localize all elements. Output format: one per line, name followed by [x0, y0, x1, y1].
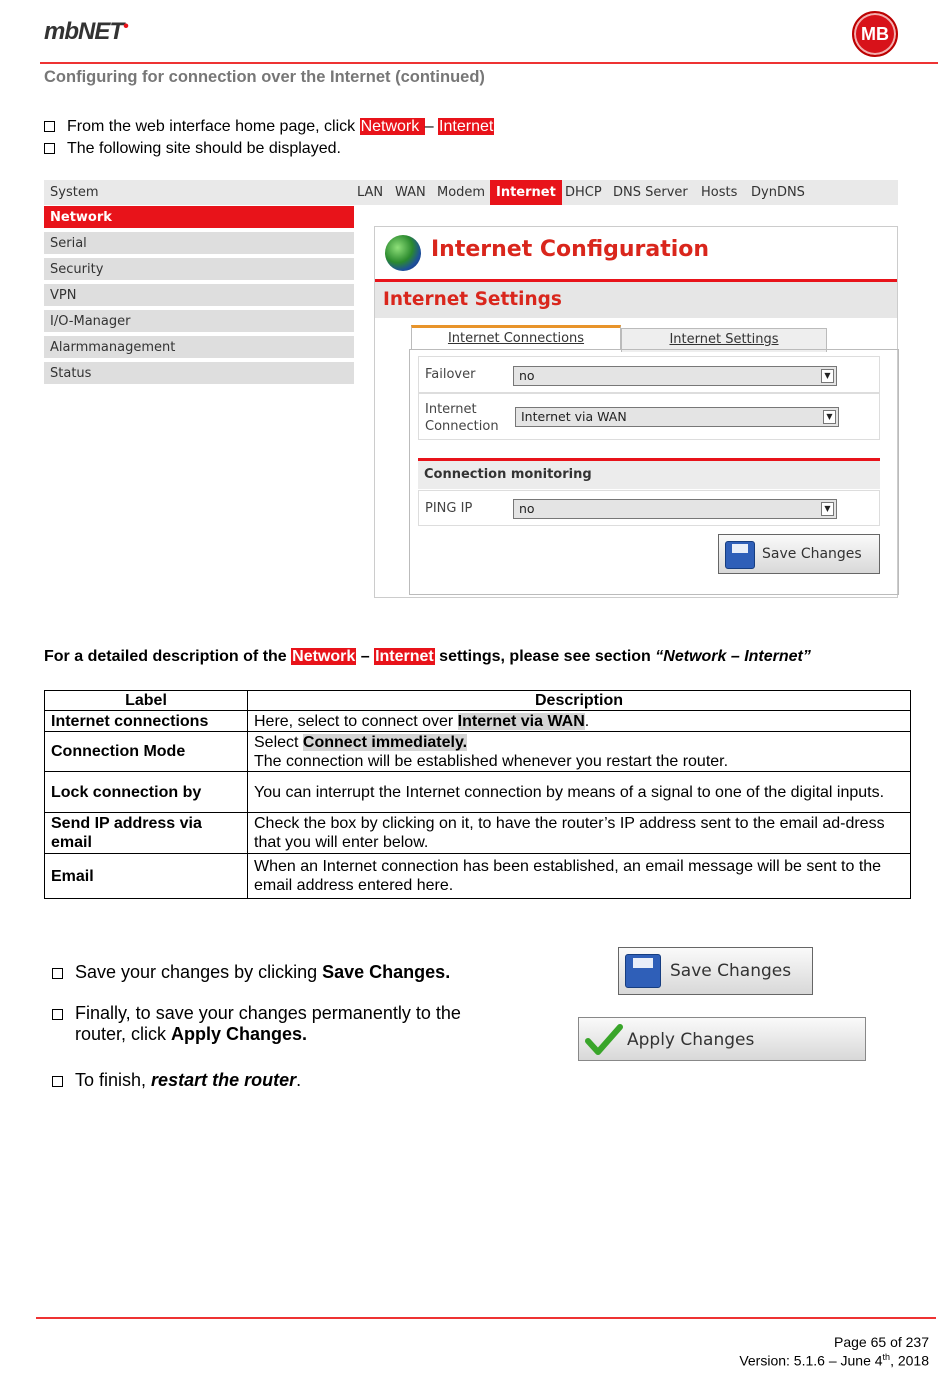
- sidebar-item-security[interactable]: Security: [44, 258, 354, 282]
- tab-modem[interactable]: Modem: [437, 185, 486, 200]
- table-cell-description: Check the box by clicking on it, to have the router’s IP address sent to the email ad-dress that you will enter below.: [248, 813, 911, 854]
- dropdown-arrow-icon: ▼: [821, 369, 834, 383]
- page-number: Page 65 of 237: [834, 1334, 929, 1350]
- failover-select[interactable]: no ▼: [513, 366, 837, 386]
- failover-label: Failover: [425, 367, 476, 382]
- ping-ip-label: PING IP: [425, 501, 473, 516]
- footer-divider: [36, 1317, 936, 1319]
- table-cell-description: Here, select to connect over Internet via WAN.: [248, 711, 911, 732]
- table-header-row: [45, 691, 911, 711]
- table-cell-label: Email: [45, 854, 248, 899]
- dropdown-arrow-icon: ▼: [821, 502, 834, 516]
- page-subtitle: Configuring for connection over the Internet (continued): [44, 68, 485, 86]
- internet-connection-label: Internet Connection: [425, 402, 499, 434]
- checkbox-bullet-icon: [44, 143, 55, 154]
- sidebar-item-status[interactable]: Status: [44, 362, 354, 386]
- connection-monitoring-header: Connection monitoring: [418, 461, 880, 489]
- mb-badge-logo: MB: [852, 11, 898, 57]
- save-changes-button-image[interactable]: Save Changes: [618, 947, 813, 995]
- tab-dhcp[interactable]: DHCP: [565, 185, 602, 200]
- tab-dyndns[interactable]: DynDNS: [751, 185, 805, 200]
- internet-link[interactable]: Internet: [375, 648, 434, 665]
- internet-connection-select[interactable]: Internet via WAN ▼: [515, 407, 839, 427]
- internet-connection-row: [418, 393, 880, 440]
- apply-changes-button-image[interactable]: Apply Changes: [578, 1017, 866, 1061]
- tab-wan[interactable]: WAN: [395, 185, 426, 200]
- table-cell-label: Lock connection by: [45, 772, 248, 813]
- step-finish: To finish, restart the router.: [52, 1070, 301, 1091]
- network-link[interactable]: Network: [360, 118, 424, 135]
- network-link[interactable]: Network: [292, 648, 356, 665]
- connections-form: [409, 349, 899, 595]
- tab-internet-connections[interactable]: Internet Connections: [411, 325, 621, 349]
- table-header: Description: [248, 691, 911, 711]
- settings-table: [44, 690, 911, 899]
- mbnet-logo: mbNET•: [44, 18, 128, 45]
- table-cell-label: Internet connections: [45, 711, 248, 732]
- table-cell-label: Connection Mode: [45, 732, 248, 772]
- checkbox-bullet-icon: [52, 1009, 63, 1020]
- intro-step-2: The following site should be displayed.: [44, 140, 341, 158]
- tab-hosts[interactable]: Hosts: [701, 185, 738, 200]
- table-row: [45, 772, 911, 813]
- table-row: [45, 854, 911, 899]
- failover-row: [418, 356, 880, 393]
- ping-ip-select[interactable]: no ▼: [513, 499, 837, 519]
- tab-internet[interactable]: Internet: [490, 180, 562, 205]
- globe-icon: [385, 235, 421, 271]
- checkbox-bullet-icon: [44, 121, 55, 132]
- section-reference: For a detailed description of the Network – Internet settings, please see section “Network – Internet”: [44, 648, 811, 665]
- ping-ip-row: [418, 490, 880, 526]
- table-row: [45, 711, 911, 732]
- tab-dns-server[interactable]: DNS Server: [613, 185, 688, 200]
- intro-step-1: From the web interface home page, click Network – Internet: [44, 118, 494, 136]
- settings-title: Internet Settings: [383, 289, 562, 310]
- step-apply: Finally, to save your changes permanently to the router, click Apply Changes.: [52, 1003, 461, 1045]
- panel-title: Internet Configuration: [431, 237, 710, 262]
- sidebar-item-alarmmanagement[interactable]: Alarmmanagement: [44, 336, 354, 360]
- checkmark-icon: [585, 1022, 623, 1058]
- header-divider: [40, 62, 938, 64]
- tab-lan[interactable]: LAN: [357, 185, 384, 200]
- section-name: “Network – Internet”: [655, 648, 811, 665]
- floppy-disk-icon: [725, 541, 755, 569]
- table-cell-description: When an Internet connection has been established, an email message will be sent to the email address entered here.: [248, 854, 911, 899]
- checkbox-bullet-icon: [52, 968, 63, 979]
- sidebar-item-network[interactable]: Network: [44, 206, 354, 230]
- table-header: Label: [45, 691, 248, 711]
- floppy-disk-icon: [625, 954, 661, 988]
- version-info: Version: 5.1.6 – June 4th, 2018: [739, 1352, 929, 1369]
- sidebar-item-io-manager[interactable]: I/O-Manager: [44, 310, 354, 334]
- table-cell-description: Select Connect immediately. The connection will be established whenever you restart the router.: [248, 732, 911, 772]
- internet-link[interactable]: Internet: [439, 118, 494, 135]
- web-interface-screenshot: [44, 180, 898, 600]
- sidebar-item-vpn[interactable]: VPN: [44, 284, 354, 308]
- table-cell-description: You can interrupt the Internet connection by means of a signal to one of the digital inputs.: [248, 772, 911, 813]
- system-label[interactable]: System: [50, 185, 99, 200]
- sidebar-item-serial[interactable]: Serial: [44, 232, 354, 256]
- top-navigation: [44, 180, 898, 205]
- table-row: [45, 813, 911, 854]
- internet-config-panel: [374, 226, 898, 598]
- save-changes-button[interactable]: Save Changes: [718, 534, 880, 574]
- step-save: Save your changes by clicking Save Changes.: [52, 962, 450, 983]
- dropdown-arrow-icon: ▼: [823, 410, 836, 424]
- table-row: [45, 732, 911, 772]
- table-cell-label: Send IP address via email: [45, 813, 248, 854]
- checkbox-bullet-icon: [52, 1076, 63, 1087]
- tab-internet-settings[interactable]: Internet Settings: [621, 328, 827, 352]
